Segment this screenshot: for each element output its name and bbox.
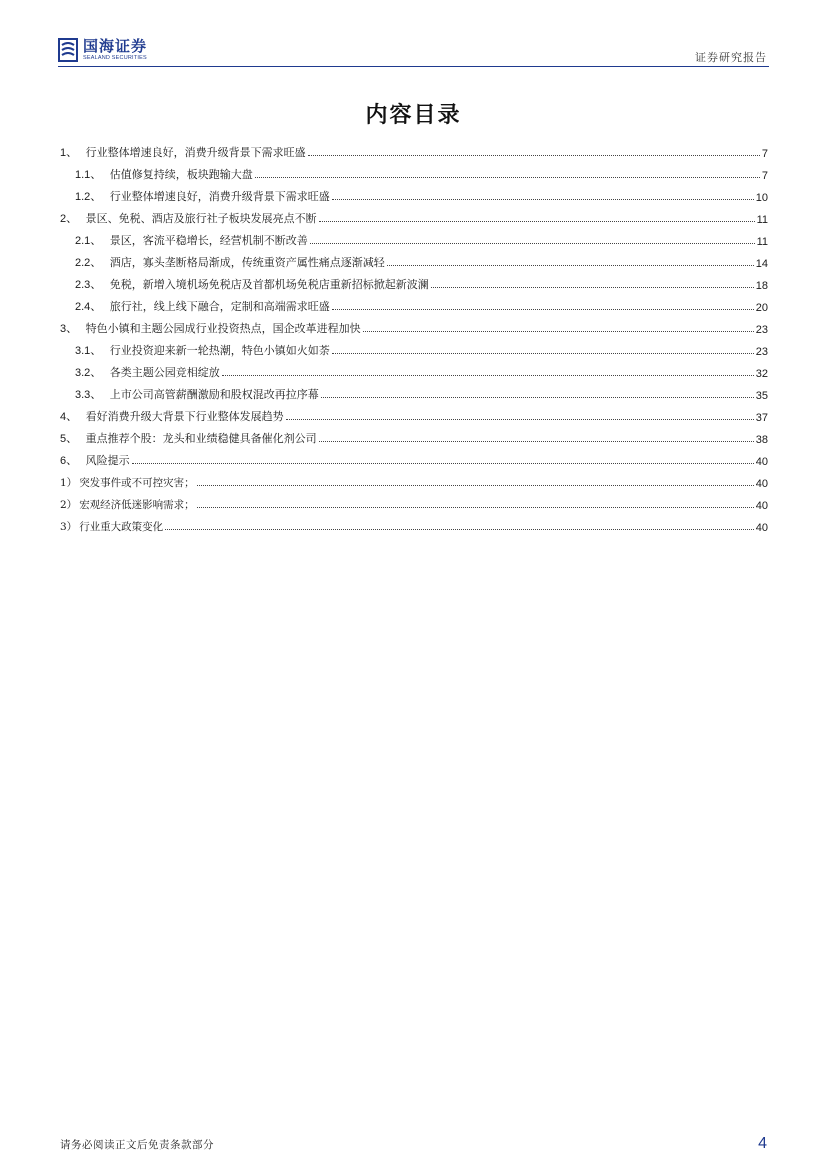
toc-entry-number: 1 [60,147,67,159]
toc-entry-number: 3 [60,323,67,335]
toc-entry[interactable]: 1 、 行业整体增速良好，消费升级背景下需求旺盛 7 [60,145,768,160]
toc-entry-number: 2.1 [75,235,91,247]
toc-entry[interactable] [60,468,768,490]
toc-entry[interactable]: 2.3 、 免税，新增入境机场免税店及首都机场免税店重新招标掀起新波澜 18 [75,277,768,292]
toc-entry-number: 2.2 [75,257,91,269]
dot-leader [310,243,755,244]
toc-entry-number: 1） [60,477,78,489]
toc-entry-text: 行业重大政策变化 [79,521,164,533]
toc-entry-page: 23 [755,324,768,336]
toc-entry-page: 7 [761,148,768,160]
toc-entry-page: 11 [756,214,768,226]
toc-entry-page: 10 [755,192,768,204]
toc-entry[interactable] [60,512,768,534]
toc-entry-page: 11 [756,236,768,248]
toc-entry-text: 行业投资迎来新一轮热潮，特色小镇如火如荼 [109,344,330,357]
toc-entry-number: 2 [60,213,67,225]
toc-entry-number: 3.1 [75,345,91,357]
toc-entry-number: 5 [60,433,67,445]
dot-leader [332,199,754,200]
toc-entry[interactable]: 1.1 、 估值修复持续，板块跑输大盘 7 [75,167,768,182]
toc-entry-number: 2） [60,499,78,511]
toc-entry[interactable]: 3.1 、 行业投资迎来新一轮热潮，特色小镇如火如荼 23 [75,343,768,358]
toc-entry[interactable]: 2.1 、 景区，客流平稳增长，经营机制不断改善 11 [75,233,768,248]
disclaimer-note: 请务必阅读正文后免责条款部分 [60,1139,214,1151]
toc-entry-number: 3.3 [75,389,91,401]
dot-leader [255,177,760,178]
toc-entry-text: 上市公司高管薪酬激励和股权混改再拉序幕 [109,388,319,401]
toc-entry-number: 1.2 [75,191,91,203]
page-number: 4 [758,1135,767,1152]
toc-entry-page: 40 [755,456,768,468]
dot-leader [197,507,754,508]
toc-entry-text: 景区、免税、酒店及旅行社子板块发展亮点不断 [85,212,317,225]
dot-leader [197,485,754,486]
toc-entry-text: 免税，新增入境机场免税店及首都机场免税店重新招标掀起新波澜 [109,278,429,291]
report-type-label: 证券研究报告 [695,51,767,64]
toc-entry-page: 35 [755,390,768,402]
toc-entry-page: 38 [755,434,768,446]
toc-entry-page: 40 [755,478,768,490]
page-header [0,0,827,68]
dot-leader [308,155,760,156]
toc-entry-text: 突发事件或不可控灾害； [79,477,195,489]
dot-leader [332,353,754,354]
header-divider [58,66,769,67]
dot-leader [132,463,754,464]
dot-leader [222,375,754,376]
toc-entry[interactable]: 5 、 重点推荐个股：龙头和业绩稳健具备催化剂公司 38 [60,431,768,446]
toc-entry-text: 重点推荐个股：龙头和业绩稳健具备催化剂公司 [85,432,317,445]
toc-entry[interactable]: 2 、 景区、免税、酒店及旅行社子板块发展亮点不断 11 [60,211,768,226]
toc-entry[interactable]: 3 、 特色小镇和主题公园成行业投资热点，国企改革进程加快 23 [60,321,768,336]
page-footer [60,1135,767,1153]
dot-leader [319,441,754,442]
toc-entry-number: 6 [60,455,67,467]
logo-english-name: SEALAND SECURITIES [83,54,147,61]
toc-entry[interactable]: 2.4 、 旅行社，线上线下融合，定制和高端需求旺盛 20 [75,299,768,314]
dot-leader [387,265,754,266]
toc-title: 内容目录 [365,103,462,128]
toc-entry-page: 40 [755,500,768,512]
toc-entry-text: 估值修复持续，板块跑输大盘 [109,168,253,181]
toc-entry-text: 看好消费升级大背景下行业整体发展趋势 [85,410,284,423]
toc-entry-text: 行业整体增速良好，消费升级背景下需求旺盛 [109,190,330,203]
dot-leader [431,287,754,288]
toc-entry[interactable] [60,490,768,512]
toc-entry-page: 7 [761,170,768,182]
toc-entry-text: 各类主题公园竞相绽放 [109,366,220,379]
toc-entry-number: 2.4 [75,301,91,313]
toc-entry-text: 宏观经济低迷影响需求； [79,499,195,511]
dot-leader [165,529,754,530]
toc-entry[interactable]: 3.3 、 上市公司高管薪酬激励和股权混改再拉序幕 35 [75,387,768,402]
dot-leader [321,397,754,398]
toc-entry[interactable]: 3.2 、 各类主题公园竞相绽放 32 [75,365,768,380]
company-logo [58,38,147,62]
toc-entry-number: 2.3 [75,279,91,291]
toc-entry-text: 酒店，寡头垄断格局渐成，传统重资产属性痛点逐渐减轻 [109,256,385,269]
toc-entry[interactable]: 4 、 看好消费升级大背景下行业整体发展趋势 37 [60,409,768,424]
toc-entry[interactable]: 6 、 风险提示 40 [60,453,768,468]
dot-leader [332,309,754,310]
toc-entry-page: 20 [755,302,768,314]
toc-entry-number: 3） [60,521,78,533]
dot-leader [363,331,754,332]
toc-entry-number: 3.2 [75,367,91,379]
toc-entry-number: 1.1 [75,169,91,181]
toc-entry-page: 37 [755,412,768,424]
sealand-logo-icon [58,38,78,62]
toc-entry[interactable]: 1.2 、 行业整体增速良好，消费升级背景下需求旺盛 10 [75,189,768,204]
toc-entry-page: 32 [755,368,768,380]
toc-entry-text: 风险提示 [85,454,130,467]
toc-entry-text: 行业整体增速良好，消费升级背景下需求旺盛 [85,146,306,159]
dot-leader [319,221,755,222]
table-of-contents [60,138,768,534]
toc-entry-text: 特色小镇和主题公园成行业投资热点，国企改革进程加快 [85,322,361,335]
toc-entry-page: 40 [755,522,768,534]
dot-leader [286,419,754,420]
toc-entry-page: 18 [755,280,768,292]
toc-entry-text: 景区，客流平稳增长，经营机制不断改善 [109,234,308,247]
toc-entry-text: 旅行社，线上线下融合，定制和高端需求旺盛 [109,300,330,313]
toc-entry-page: 14 [755,258,768,270]
toc-entry-page: 23 [755,346,768,358]
toc-entry[interactable]: 2.2 、 酒店，寡头垄断格局渐成，传统重资产属性痛点逐渐减轻 14 [75,255,768,270]
toc-entry-number: 4 [60,411,67,423]
logo-chinese-name: 国海证券 [83,36,148,55]
